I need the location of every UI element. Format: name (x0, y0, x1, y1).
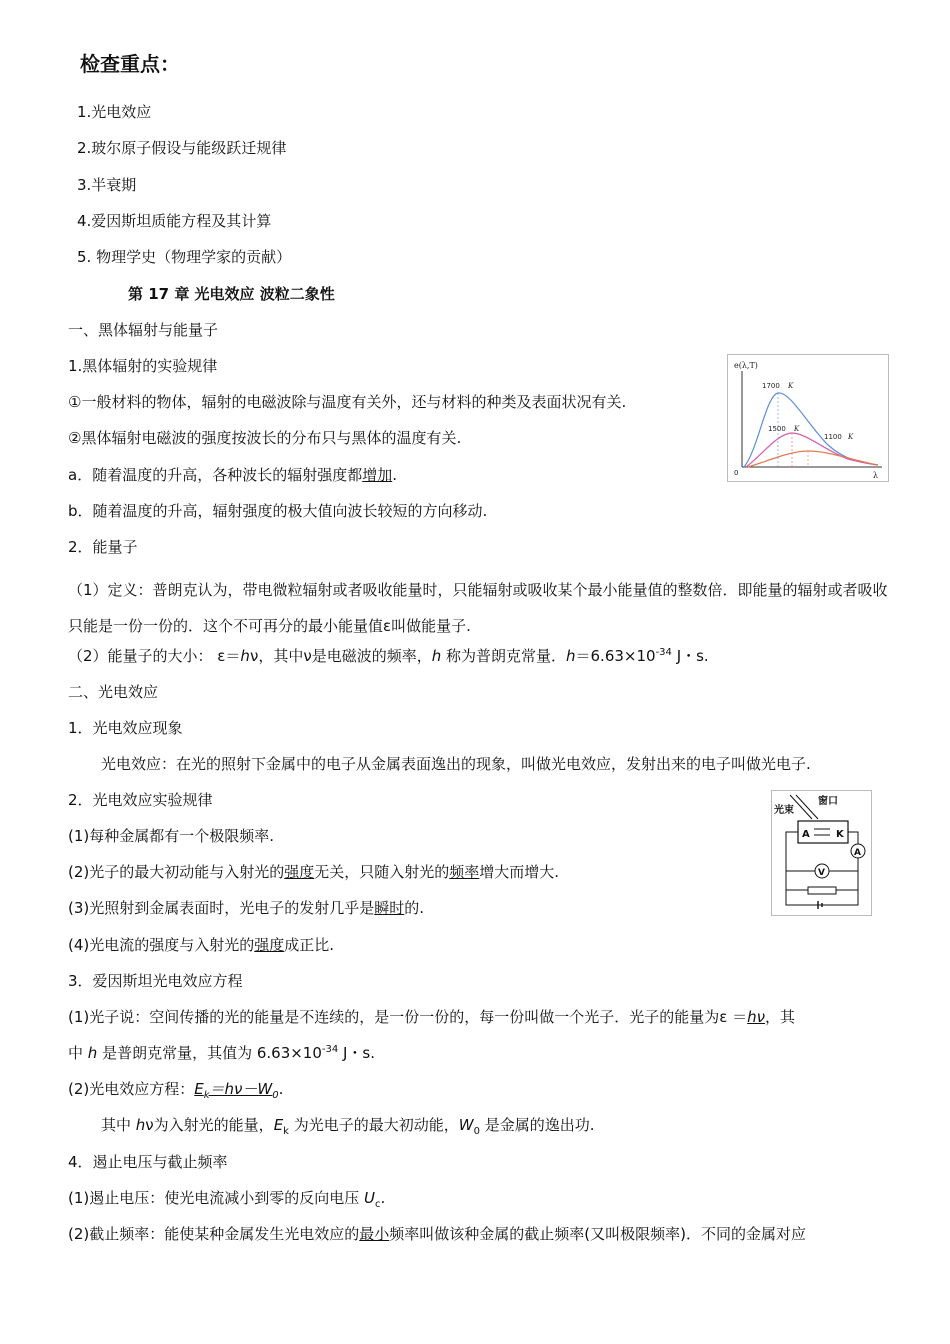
exponent: -34 (655, 647, 672, 658)
text: (2)光子的最大初动能与入射光的 (68, 863, 285, 881)
subscript: k (283, 1126, 289, 1137)
key-point-item: 4.爱因斯坦质能方程及其计算 (77, 212, 272, 230)
underlined-text: 增加 (362, 466, 393, 484)
paragraph (68, 1188, 385, 1211)
y-axis-label: e(λ,T) (734, 361, 758, 370)
label-1100: 1100 (824, 433, 842, 441)
text: . (380, 1189, 386, 1207)
key-point-item: 5. 物理学史（物理学家的贡献） (77, 248, 292, 266)
subheading: 1．光电效应现象 (68, 719, 183, 737)
text: J・s. (671, 647, 709, 665)
window-label: 窗口 (818, 796, 838, 807)
text: (2)截止频率：能使某种金属发生光电效应的 (68, 1225, 360, 1243)
ammeter-label: A (854, 848, 861, 858)
light-beam-label: 光束 (774, 805, 794, 816)
paragraph (68, 646, 709, 669)
symbol: ＝hν－W (209, 1080, 273, 1098)
rheostat-icon (808, 887, 836, 894)
text: (4)光电流的强度与入射光的 (68, 936, 255, 954)
subheading: 3．爱因斯坦光电效应方程 (68, 972, 243, 990)
text: 无关，只随入射光的 (314, 863, 450, 881)
text: (3)光照射到金属表面时，光电子的发射几乎是 (68, 899, 375, 917)
label-k: K (848, 433, 854, 441)
key-point-item: 3.半衰期 (77, 176, 137, 194)
section-heading: 一、黑体辐射与能量子 (68, 321, 219, 339)
text: 是普朗克常量，其值为 6.63×10 (97, 1044, 322, 1062)
subscript: 0 (473, 1126, 480, 1137)
paragraph (68, 1224, 806, 1244)
underlined-text: hν (747, 1008, 766, 1026)
symbol: h (431, 647, 442, 665)
paragraph (68, 465, 397, 485)
text: (2)光电效应方程： (68, 1080, 195, 1098)
photoelectric-circuit-figure (771, 790, 872, 916)
anode-label: A (802, 829, 810, 840)
paragraph (68, 1007, 795, 1027)
underlined-text: 强度 (254, 936, 285, 954)
symbol: h (240, 647, 250, 665)
text: 称为普朗克常量． (441, 647, 566, 665)
text: 的. (404, 899, 425, 917)
symbol: U (364, 1189, 376, 1207)
definition-paragraph: （1）定义：普朗克认为，带电微粒辐射或者吸收能量时，只能辐射或吸收某个最小能量值的整数倍．即能量的辐射或者吸收只能是一份一份的．这个不可再分的最小能量值ε叫做能量子. (68, 581, 888, 635)
text: ν为入射光的能量， (145, 1116, 274, 1134)
circuit-diagram (772, 791, 871, 915)
curve-1100k (748, 451, 878, 467)
key-point-item: 1.光电效应 (77, 103, 152, 121)
text: (1)遏止电压：使光电流减小到零的反向电压 (68, 1189, 365, 1207)
text: 是金属的逸出功. (479, 1116, 595, 1134)
underlined-text: 最小 (359, 1225, 390, 1243)
paragraph (101, 1115, 595, 1138)
text: 为光电子的最大初动能， (288, 1116, 459, 1134)
subscript: 0 (272, 1090, 279, 1101)
paragraph: 光电效应：在光的照射下金属中的电子从金属表面逸出的现象，叫做光电效应，发射出来的电子叫做光电子. (101, 755, 811, 773)
cathode-label: K (836, 829, 844, 840)
symbol: h (566, 647, 576, 665)
section-heading: 二、光电效应 (68, 683, 159, 701)
underlined-text: 强度 (284, 863, 315, 881)
curve-1700k (744, 393, 878, 467)
blackbody-figure (727, 354, 889, 482)
text: 增大而增大. (479, 863, 560, 881)
text: 其中 (101, 1116, 136, 1134)
chapter-title: 第 17 章 光电效应 波粒二象性 (128, 285, 335, 303)
subscript: k (203, 1090, 210, 1101)
text: ν，其中ν是电磁波的频率， (249, 647, 432, 665)
voltmeter-label: V (818, 868, 825, 878)
exponent: -34 (321, 1044, 339, 1055)
text: ，其 (765, 1008, 796, 1026)
text: ＝6.63×10 (575, 647, 656, 665)
label-k: K (788, 382, 794, 390)
paragraph: (1)每种金属都有一个极限频率. (68, 827, 275, 845)
origin-label: 0 (734, 469, 739, 477)
paragraph: ②黑体辐射电磁波的强度按波长的分布只与黑体的温度有关. (68, 429, 462, 447)
key-point-item: 2.玻尔原子假设与能级跃迁规律 (77, 139, 287, 157)
text: （2）能量子的大小： ε＝ (68, 647, 241, 665)
paragraph: ①一般材料的物体，辐射的电磁波除与温度有关外，还与材料的种类及表面状况有关. (68, 393, 627, 411)
subheading: 2．光电效应实验规律 (68, 791, 213, 809)
curve-1500k (746, 433, 878, 467)
text: J・s. (338, 1044, 376, 1062)
paragraph (68, 935, 334, 955)
subheading: 2．能量子 (68, 538, 138, 556)
x-axis-label: λ (873, 471, 879, 480)
text: . (392, 466, 397, 484)
light-ray (796, 795, 818, 819)
key-points-title: 检查重点： (80, 52, 180, 76)
label-1500: 1500 (768, 425, 786, 433)
symbol: h (135, 1116, 146, 1134)
symbol: W (458, 1116, 474, 1134)
blackbody-chart (728, 355, 888, 481)
symbol: E (194, 1080, 204, 1098)
paragraph (68, 898, 424, 918)
text: a．随着温度的升高，各种波长的辐射强度都 (68, 466, 363, 484)
subscript: c (375, 1199, 381, 1210)
photoelectric-equation (194, 1080, 279, 1101)
text: 中 (68, 1044, 88, 1062)
underlined-text: 频率 (449, 863, 480, 881)
subheading: 1.黑体辐射的实验规律 (68, 357, 218, 375)
paragraph (68, 1043, 375, 1066)
symbol: E (273, 1116, 284, 1134)
text: . (278, 1080, 284, 1098)
text: 成正比. (284, 936, 335, 954)
text: 频率叫做该种金属的截止频率(又叫极限频率)．不同的金属对应 (389, 1225, 806, 1243)
symbol: h (87, 1044, 98, 1062)
label-1700: 1700 (762, 382, 780, 390)
paragraph (68, 862, 559, 882)
paragraph: b．随着温度的升高，辐射强度的极大值向波长较短的方向移动. (68, 502, 488, 520)
label-k: K (794, 425, 800, 433)
underlined-text: 瞬时 (374, 899, 405, 917)
paragraph (68, 1079, 283, 1102)
subheading: 4．遏止电压与截止频率 (68, 1153, 228, 1171)
text: (1)光子说：空间传播的光的能量是不连续的，是一份一份的，每一份叫做一个光子．光子的能量为ε ＝ (68, 1008, 748, 1026)
